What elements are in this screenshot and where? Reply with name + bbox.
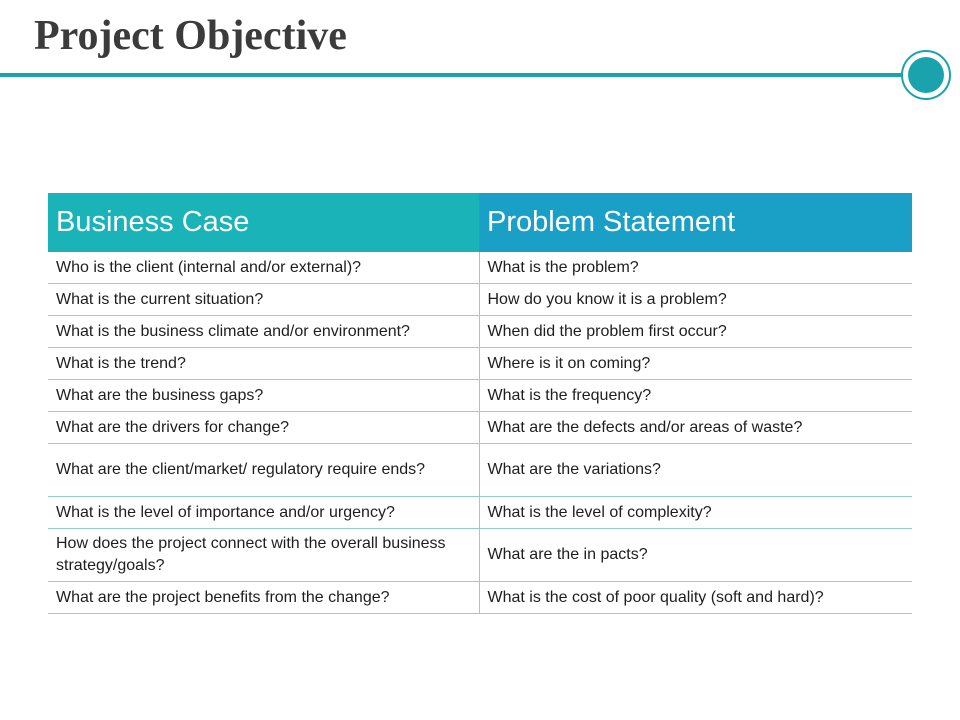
problem-statement-cell: What is the frequency? xyxy=(479,380,912,412)
slide-title: Project Objective xyxy=(34,13,347,59)
problem-statement-cell: What are the variations? xyxy=(479,444,912,497)
business-case-cell: Who is the client (internal and/or external)? xyxy=(48,252,479,284)
table-row xyxy=(48,497,912,529)
table-header-row xyxy=(48,193,912,252)
table-row xyxy=(48,284,912,316)
table-row xyxy=(48,582,912,614)
problem-statement-cell: What is the problem? xyxy=(479,252,912,284)
table-row xyxy=(48,444,912,497)
business-case-cell: What are the project benefits from the change? xyxy=(48,582,479,614)
table-row xyxy=(48,380,912,412)
objective-table xyxy=(48,193,912,614)
table-row xyxy=(48,316,912,348)
problem-statement-cell: How do you know it is a problem? xyxy=(479,284,912,316)
business-case-cell: What are the drivers for change? xyxy=(48,412,479,444)
table-row xyxy=(48,529,912,582)
problem-statement-cell: What is the cost of poor quality (soft and hard)? xyxy=(479,582,912,614)
accent-dot xyxy=(908,57,944,93)
problem-statement-cell: Where is it on coming? xyxy=(479,348,912,380)
problem-statement-cell: What are the defects and/or areas of waste? xyxy=(479,412,912,444)
business-case-cell: What is the current situation? xyxy=(48,284,479,316)
accent-circle-icon xyxy=(901,50,951,100)
business-case-cell: How does the project connect with the overall business strategy/goals? xyxy=(48,529,479,582)
table-row xyxy=(48,252,912,284)
table-row xyxy=(48,412,912,444)
table-row xyxy=(48,348,912,380)
business-case-cell: What is the level of importance and/or urgency? xyxy=(48,497,479,529)
problem-statement-cell: What are the in pacts? xyxy=(479,529,912,582)
business-case-cell: What is the trend? xyxy=(48,348,479,380)
header-problem-statement: Problem Statement xyxy=(479,193,912,252)
problem-statement-cell: What is the level of complexity? xyxy=(479,497,912,529)
title-underline xyxy=(0,73,912,77)
problem-statement-cell: When did the problem first occur? xyxy=(479,316,912,348)
header-business-case: Business Case xyxy=(48,193,479,252)
business-case-cell: What is the business climate and/or environment? xyxy=(48,316,479,348)
business-case-cell: What are the business gaps? xyxy=(48,380,479,412)
business-case-cell: What are the client/market/ regulatory require ends? xyxy=(48,444,479,497)
